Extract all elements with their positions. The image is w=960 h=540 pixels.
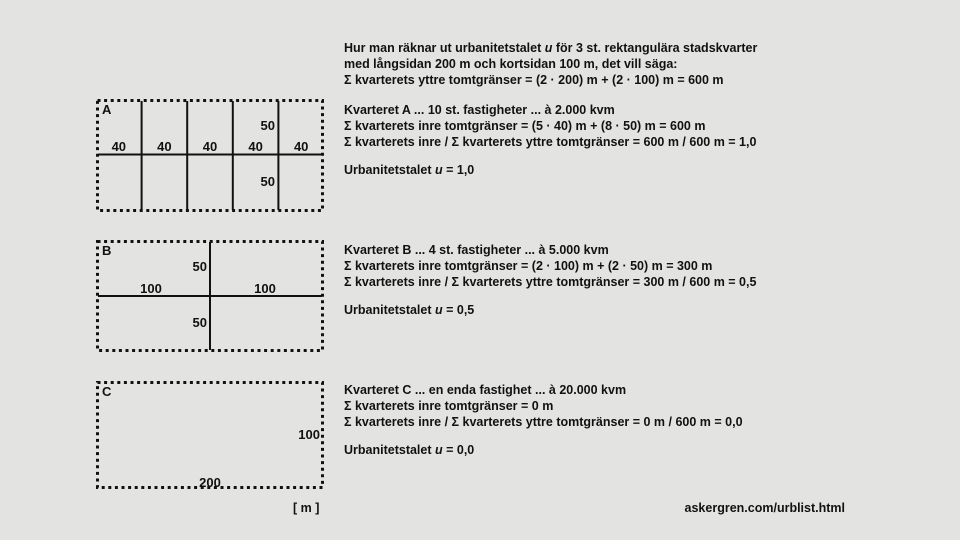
block-b-line-3: Σ kvarterets inre / Σ kvarterets yttre tomtgränser = 300 m / 600 m = 0,5 bbox=[344, 275, 757, 289]
block-b-depth-label-top: 50 bbox=[192, 259, 207, 274]
block-a-text bbox=[344, 102, 756, 178]
u-variable: u bbox=[435, 163, 443, 177]
block-a-letter: A bbox=[102, 102, 112, 117]
block-c-line-1: Kvarteret C ... en enda fastighet ... à 20.000 kvm bbox=[344, 383, 627, 397]
intro-line-2: med långsidan 200 m och kortsidan 100 m, det vill säga: bbox=[344, 57, 678, 71]
block-b-text bbox=[344, 242, 756, 318]
block-b-line-2: Σ kvarterets inre tomtgränser = (2 · 100) m + (2 · 50) m = 300 m bbox=[344, 259, 713, 273]
block-b-result-pre: Urbanitetstalet bbox=[344, 303, 435, 317]
block-a-line-1: Kvarteret A ... 10 st. fastigheter ... à 2.000 kvm bbox=[344, 103, 615, 117]
block-c-line-2: Σ kvarterets inre tomtgränser = 0 m bbox=[344, 399, 554, 413]
block-a-line-2: Σ kvarterets inre tomtgränser = (5 · 40) m + (8 · 50) m = 600 m bbox=[344, 119, 706, 133]
intro-line-1 bbox=[344, 40, 757, 56]
block-a-result-pre: Urbanitetstalet bbox=[344, 163, 435, 177]
block-c-letter: C bbox=[102, 384, 112, 399]
block-a-line-3: Σ kvarterets inre / Σ kvarterets yttre tomtgränser = 600 m / 600 m = 1,0 bbox=[344, 135, 757, 149]
block-b-drawing bbox=[96, 240, 324, 352]
intro-line-1-pre: Hur man räknar ut urbanitetstalet bbox=[344, 41, 545, 55]
u-variable: u bbox=[435, 443, 443, 457]
block-b-width-label-right: 100 bbox=[254, 281, 276, 296]
diagram-block-c bbox=[96, 381, 324, 489]
block-a-depth-label-top: 50 bbox=[260, 118, 275, 133]
block-b-result-value: = 0,5 bbox=[442, 303, 475, 317]
block-b-letter: B bbox=[102, 243, 112, 258]
block-a-result bbox=[344, 162, 756, 178]
u-variable: u bbox=[435, 303, 443, 317]
block-c-bottom-label: 200 bbox=[199, 475, 221, 490]
block-b-depth-label-bottom: 50 bbox=[192, 315, 207, 330]
block-a-width-label: 40 bbox=[293, 139, 309, 154]
diagram-block-b bbox=[96, 240, 324, 352]
block-a-width-label: 40 bbox=[202, 139, 218, 154]
block-a-drawing bbox=[96, 99, 324, 212]
source-url: askergren.com/urblist.html bbox=[684, 501, 845, 515]
intro-text bbox=[344, 40, 757, 88]
intro-line-3: Σ kvarterets yttre tomtgränser = (2 · 200) m + (2 · 100) m = 600 m bbox=[344, 73, 724, 87]
block-c-line-3: Σ kvarterets inre / Σ kvarterets yttre tomtgränser = 0 m / 600 m = 0,0 bbox=[344, 415, 743, 429]
block-a-depth-label-bottom: 50 bbox=[260, 174, 275, 189]
block-a-width-label: 40 bbox=[248, 139, 263, 154]
block-c-result-pre: Urbanitetstalet bbox=[344, 443, 435, 457]
block-a-width-label: 40 bbox=[157, 139, 172, 154]
diagram-block-a bbox=[96, 99, 324, 212]
block-a-result-value: = 1,0 bbox=[442, 163, 475, 177]
u-variable: u bbox=[544, 41, 553, 55]
block-a-width-label: 40 bbox=[111, 139, 127, 154]
block-b-width-label-left: 100 bbox=[140, 281, 162, 296]
block-c-text bbox=[344, 382, 743, 458]
block-c-result bbox=[344, 442, 743, 458]
block-c-result-value: = 0,0 bbox=[442, 443, 475, 457]
block-b-result bbox=[344, 302, 756, 318]
unit-note: [ m ] bbox=[293, 501, 320, 515]
block-b-line-1: Kvarteret B ... 4 st. fastigheter ... à 5.000 kvm bbox=[344, 243, 609, 257]
intro-line-1-post: för 3 st. rektangulära stadskvarter bbox=[552, 41, 758, 55]
block-c-side-label: 100 bbox=[298, 427, 320, 442]
